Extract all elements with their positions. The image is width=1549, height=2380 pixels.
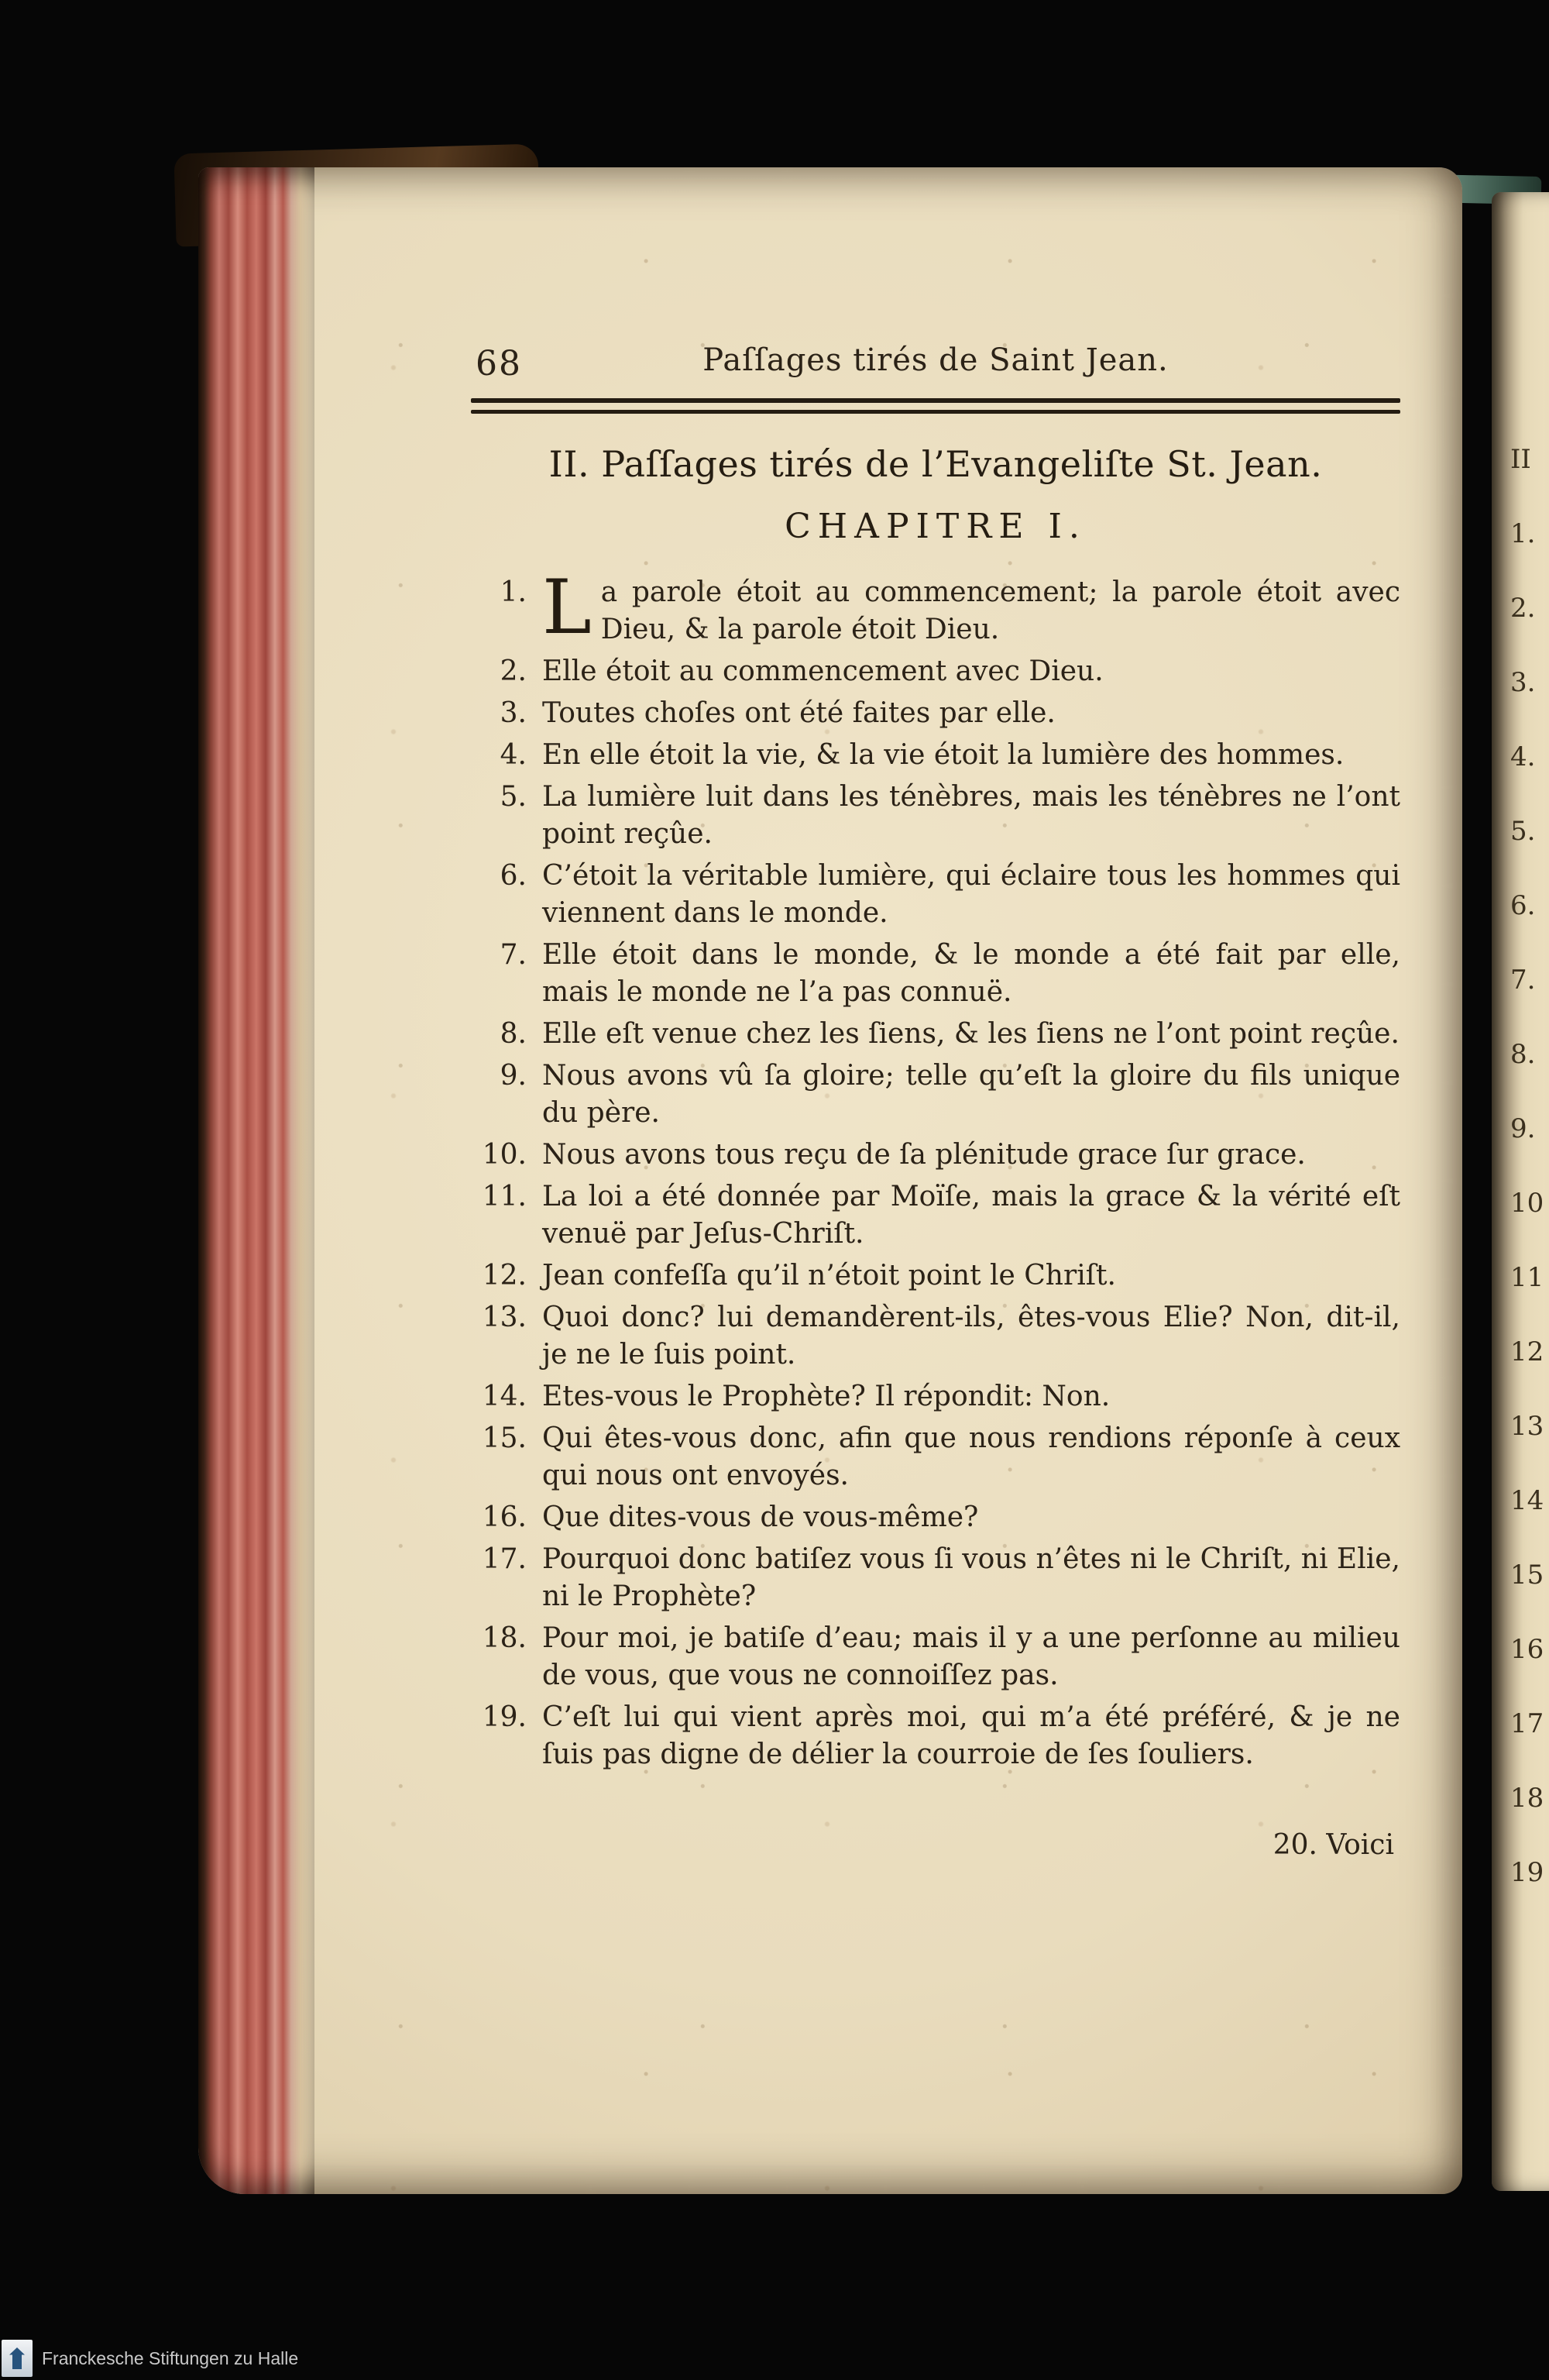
verse-text [542,779,1400,853]
verse [471,695,1400,732]
next-page-verse-number: 10 [1510,1188,1544,1219]
verse-number: 14. [482,1381,527,1412]
verse-text-body: Etes-vous le Prophète? Il répondit: Non. [542,1381,1111,1412]
verse [471,1299,1400,1374]
header-rule-top [471,398,1400,403]
verse [471,1499,1400,1536]
book-page [198,167,1462,2194]
verse-number: 3. [500,697,527,729]
verse-number: 11. [482,1181,527,1212]
page-header [471,342,1400,387]
verse-text-body: C’étoit la véritable lumière, qui éclaire tous les hommes qui viennent dans le monde. [542,860,1400,929]
verse-text [542,737,1400,774]
verse-text [542,1620,1400,1694]
verse-number: 13. [482,1302,527,1333]
verse-number: 5. [500,781,527,813]
next-page-verse-number: 9. [1510,1113,1536,1144]
verse [471,1178,1400,1253]
verse-text-body: Nous avons vû ſa gloire; telle qu’eſt la gloire du fils unique du père. [542,1060,1400,1129]
watermark [2,2340,298,2377]
next-page-edge [1492,192,1549,2191]
verse-number: 2. [500,655,527,687]
verse-number: 18. [482,1622,527,1654]
verse-text-body: Que dites-vous de vous-même? [542,1501,979,1533]
catchword: 20. Voici [1273,1829,1394,1861]
next-page-verse-number: 13 [1510,1411,1544,1442]
watermark-text: Franckesche Stiftungen zu Halle [42,2347,299,2368]
next-page-verse-number: II [1510,444,1531,475]
verse-text [542,1137,1400,1174]
verse-text-body: Elle étoit au commencement avec Dieu. [542,655,1104,687]
verse-number: 16. [482,1501,527,1533]
next-page-verse-number: 19 [1510,1857,1544,1888]
verse-text-body: Quoi donc? lui demandèrent-ils, êtes-vous Elie? Non, dit-il, je ne le ſuis point. [542,1302,1400,1371]
verse [471,858,1400,932]
red-page-edges [198,167,314,2194]
verse-text [542,695,1400,732]
verse [471,1541,1400,1615]
verse [471,564,1400,651]
next-page-verse-numbers [1492,192,1549,1929]
verse-text [542,1299,1400,1374]
verse-text-body: C’eſt lui qui vient après moi, qui m’a été préféré, & je ne ſuis pas digne de délier la courroie de ſes ſouliers. [542,1701,1400,1770]
verse-text [542,937,1400,1011]
verse [471,779,1400,853]
next-page-verse-number: 8. [1510,1039,1536,1070]
header-rule-bottom [471,410,1400,414]
verse-text-body: La lumière luit dans les ténèbres, mais les ténèbres ne l’ont point reçûe. [542,781,1400,850]
verse-number: 12. [482,1260,527,1291]
verse-text [542,1178,1400,1253]
verse-number: 8. [500,1018,527,1050]
watermark-logo-icon [2,2340,33,2377]
next-page-verse-number: 7. [1510,965,1536,996]
verse-text-body: Toutes choſes ont été faites par elle. [542,697,1056,729]
verse-list [471,564,1400,1773]
verse-text [542,1257,1400,1295]
verse [471,1058,1400,1132]
verse-text-body: Nous avons tous reçu de ſa plénitude grace ſur grace. [542,1139,1306,1171]
next-page-verse-number: 16 [1510,1634,1544,1665]
next-page-verse-number: 5. [1510,816,1536,847]
verse-text [542,858,1400,932]
verse-text [542,564,1400,651]
verse-text-body: Elle eſt venue chez les ſiens, & les ſiens ne l’ont point reçûe. [542,1018,1400,1050]
verse-text-body: a parole étoit au commencement; la parole étoit avec Dieu, & la parole étoit Dieu. [600,576,1400,645]
verse-text [542,1016,1400,1053]
verse [471,737,1400,774]
verse-text [542,653,1400,690]
verse-number: 9. [500,1060,527,1092]
verse [471,1257,1400,1295]
next-page-verse-number: 11 [1510,1262,1544,1293]
next-page-verse-number: 17 [1510,1708,1544,1739]
next-page-verse-number: 12 [1510,1336,1544,1367]
verse-number: 1. [500,576,527,608]
verse-number: 7. [500,939,527,971]
next-page-verse-number: 1. [1510,518,1536,549]
verse [471,1420,1400,1494]
verse-text-body: Pourquoi donc batiſez vous ſi vous n’êtes ni le Chriſt, ni Elie, ni le Prophète? [542,1543,1400,1612]
verse [471,653,1400,690]
verse-text-body: Jean confeſſa qu’il n’étoit point le Chriſt. [542,1260,1116,1291]
verse-text-body: La loi a été donnée par Moïſe, mais la grace & la vérité eſt venuë par Jeſus-Chriſt. [542,1181,1400,1250]
next-page-verse-number: 3. [1510,667,1536,698]
next-page-verse-number: 4. [1510,741,1536,772]
verse-text-body: Elle étoit dans le monde, & le monde a été fait par elle, mais le monde ne l’a pas connuë. [542,939,1400,1008]
verse-text [542,1699,1400,1773]
header-rule [471,398,1400,414]
verse-text-body: Qui êtes-vous donc, afin que nous rendions réponſe à ceux qui nous ont envoyés. [542,1422,1400,1491]
verse [471,937,1400,1011]
verse-text-body: En elle étoit la vie, & la vie étoit la lumière des hommes. [542,739,1345,771]
next-page-verse-number: 2. [1510,593,1536,624]
page-number: 68 [476,344,522,383]
verse [471,1620,1400,1694]
running-header: Paſſages tirés de Saint Jean. [702,342,1169,378]
chapter-heading: CHAPITRE I. [785,507,1087,546]
verse [471,1378,1400,1415]
verse-number: 4. [500,739,527,771]
verse [471,1016,1400,1053]
section-title: II. Paſſages tirés de l’Evangeliſte St. Jean. [548,443,1323,485]
drop-cap: L [542,564,592,651]
verse-number: 10. [482,1139,527,1171]
verse-text [542,1541,1400,1615]
verse-text-body: Pour moi, je batiſe d’eau; mais il y a une perſonne au milieu de vous, que vous ne connoiſſez pas. [542,1622,1400,1691]
next-page-verse-number: 18 [1510,1783,1544,1814]
verse-number: 19. [482,1701,527,1733]
verse-number: 6. [500,860,527,892]
verse-text [542,1058,1400,1132]
verse-text [542,1378,1400,1415]
verse-number: 15. [482,1422,527,1454]
verse [471,1699,1400,1773]
next-page-verse-number: 15 [1510,1560,1544,1591]
verse [471,1137,1400,1174]
verse-text [542,1420,1400,1494]
next-page-verse-number: 6. [1510,890,1536,921]
verse-number: 17. [482,1543,527,1575]
next-page-verse-number: 14 [1510,1485,1544,1516]
page-content [471,167,1400,1861]
verse-text [542,1499,1400,1536]
